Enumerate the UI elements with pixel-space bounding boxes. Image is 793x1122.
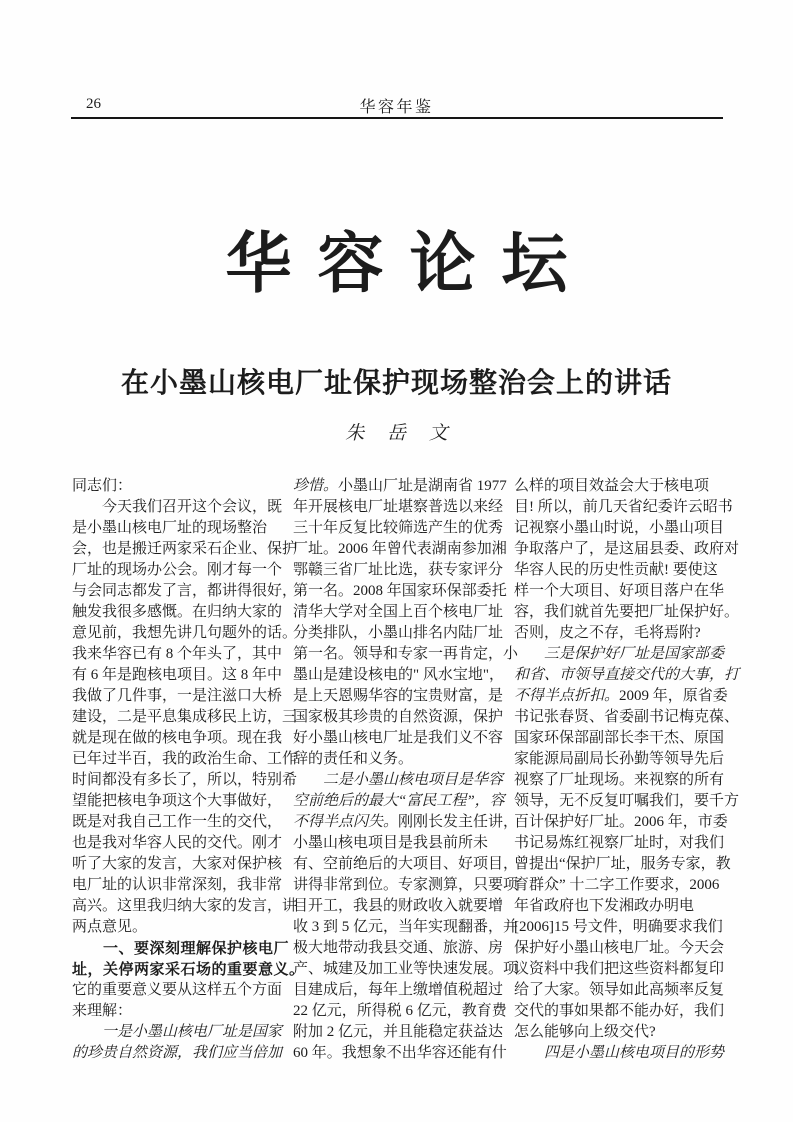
text-segment-normal: 辞的责任和义务。 — [293, 751, 414, 767]
text-line — [514, 980, 724, 1001]
text-segment-normal: [2006]15 号文件，明确要求我们 — [514, 919, 723, 935]
text-segment-normal: 记视察小墨山时说，小墨山项目 — [514, 520, 725, 536]
text-line — [514, 959, 724, 980]
text-line — [293, 623, 503, 644]
text-segment-normal: 两点意见。 — [72, 919, 148, 935]
text-segment-normal: 领导，无不反复叮嘱我们，要千方 — [514, 793, 740, 809]
text-line — [293, 644, 519, 665]
text-segment-normal: 书记易炼红视察厂址时，对我们 — [514, 835, 725, 851]
text-line — [514, 539, 740, 560]
text-segment-normal: 厂址。2006 年曾代表湖南参加湘 — [293, 541, 507, 557]
text-segment-normal: 时间都没有多长了，所以，特别希 — [72, 772, 298, 788]
text-segment-normal: 它的重要意义要从这样五个方面 — [72, 982, 283, 998]
text-segment-normal: 议资料中我们把这些资料都复印 — [514, 961, 725, 977]
text-line — [293, 686, 503, 707]
text-segment-normal: 建设，二是平息集成移民上访，三 — [72, 709, 298, 725]
text-segment-normal: 既是对我自己工作一生的交代， — [72, 814, 283, 830]
text-segment-bold: 一、要深刻理解保护核电厂 — [72, 940, 290, 957]
text-line — [72, 497, 282, 518]
text-line — [514, 896, 724, 917]
text-line — [293, 812, 519, 833]
section-title: 华容论坛 — [225, 228, 594, 301]
text-line — [514, 1043, 724, 1064]
text-line — [514, 749, 724, 770]
text-line — [293, 959, 519, 980]
text-segment-normal: 我做了几件事，一是注滋口大桥 — [72, 688, 283, 704]
text-line — [293, 980, 503, 1001]
text-segment-normal: 收 3 到 5 亿元，当年实现翻番，并 — [293, 919, 519, 935]
text-line — [72, 1001, 282, 1022]
text-segment-normal: 争取落户了，是这届县委、政府对 — [514, 541, 740, 557]
text-line — [514, 812, 728, 833]
text-segment-normal: 华容人民的历史性贡献! 要使这 — [514, 562, 718, 578]
text-line — [72, 749, 298, 770]
text-line — [72, 560, 282, 581]
text-segment-kaiti: 四是小墨山核电项目的形势 — [514, 1045, 725, 1061]
text-line — [514, 728, 724, 749]
text-segment-normal: 有 6 年是跑核电项目。这 8 年中 — [72, 667, 283, 683]
text-line — [72, 770, 298, 791]
text-line — [72, 539, 298, 560]
text-segment-normal: 今天我们召开这个会议，既 — [72, 499, 283, 515]
text-segment-normal: 我来华容已有 8 个年头了，其中 — [72, 646, 283, 662]
text-segment-normal: 分类排队，小墨山排名内陆厂址 — [293, 625, 504, 641]
text-segment-normal: 22 亿元，所得税 6 亿元，教育费 — [293, 1003, 507, 1019]
text-segment-normal: 意见前，我想先讲几句题外的话。 — [72, 625, 298, 641]
text-line — [514, 497, 733, 518]
text-segment-normal: 小墨山核电项目是我县前所未 — [293, 835, 489, 851]
text-line — [514, 665, 740, 686]
text-line — [293, 917, 519, 938]
text-line — [514, 581, 724, 602]
text-segment-normal: 是小墨山核电厂址的现场整治 — [72, 520, 268, 536]
text-line — [72, 728, 282, 749]
text-line — [514, 917, 724, 938]
text-line — [293, 1001, 507, 1022]
text-segment-normal: 听了大家的发言，大家对保护核 — [72, 856, 283, 872]
text-segment-normal: 鄂赣三省厂址比选，获专家评分 — [293, 562, 504, 578]
text-column-1 — [72, 476, 305, 1064]
text-line — [514, 518, 724, 539]
text-line — [293, 875, 519, 896]
text-segment-normal: 厂址的现场办公会。刚才每一个 — [72, 562, 283, 578]
text-line — [293, 938, 503, 959]
text-line — [293, 770, 503, 791]
text-segment-normal: 曾提出“保护厂址，服务专家，教 — [514, 856, 731, 872]
text-line — [293, 749, 503, 770]
text-line — [72, 833, 282, 854]
text-line — [514, 686, 728, 707]
text-segment-normal: 清华大学对全国上百个核电厂址 — [293, 604, 504, 620]
text-segment-normal: 目开工，我县的财政收入就要增 — [293, 898, 504, 914]
text-segment-normal: 书记张春贤、省委副书记梅克葆、 — [514, 709, 740, 725]
text-segment-normal: 同志们： — [72, 478, 133, 494]
text-line — [72, 644, 282, 665]
text-line — [293, 497, 503, 518]
text-segment-normal: 讲得非常到位。专家测算，只要项 — [293, 877, 519, 893]
text-line — [72, 623, 298, 644]
text-segment-normal: 会，也是搬迁两家采石企业、保护 — [72, 541, 298, 557]
text-segment-normal: 2009 年，原省委 — [619, 688, 728, 704]
text-line — [514, 938, 724, 959]
text-segment-normal: 目! 所以，前几天省纪委许云昭书 — [514, 499, 733, 515]
text-segment-normal: 有、空前绝后的大项目、好项目， — [293, 856, 519, 872]
text-segment-normal: 极大地带动我县交通、旅游、房 — [293, 940, 504, 956]
text-line — [72, 959, 305, 980]
text-line — [514, 1022, 724, 1043]
article-title: 在小墨山核电厂址保护现场整治会上的讲话 — [120, 367, 672, 398]
article-body — [72, 476, 740, 1064]
text-line — [72, 602, 282, 623]
text-line — [72, 875, 282, 896]
text-line — [72, 476, 282, 497]
text-segment-normal: 怎么能够向上级交代? — [514, 1024, 656, 1040]
text-line — [72, 812, 282, 833]
text-line — [293, 707, 503, 728]
text-line — [72, 917, 282, 938]
text-line — [72, 791, 282, 812]
text-line — [514, 875, 724, 896]
text-segment-kaiti: 不得半点闪失。 — [293, 814, 399, 830]
text-line — [293, 1043, 507, 1064]
page-number: 26 — [86, 96, 101, 112]
text-line — [293, 791, 503, 812]
text-segment-normal: 么样的项目效益会大于核电项 — [514, 478, 710, 494]
text-segment-normal: 产、城建及加工业等快速发展。项 — [293, 961, 519, 977]
text-segment-normal: 与会同志都发了言，都讲得很好， — [72, 583, 298, 599]
text-line — [72, 896, 298, 917]
text-segment-normal: 墨山是建设核电的" 风水宝地"， — [293, 667, 504, 683]
text-segment-normal: 家能源局副局长孙勤等领导先后 — [514, 751, 725, 767]
text-line — [293, 896, 503, 917]
text-segment-normal: 否则，皮之不存，毛将焉附? — [514, 625, 701, 641]
text-line — [514, 623, 724, 644]
text-segment-normal: 附加 2 亿元，并且能稳定获益达 — [293, 1024, 504, 1040]
text-segment-kaiti: 的珍贵自然资源，我们应当倍加 — [72, 1045, 283, 1061]
text-segment-normal: 育群众” 十二字工作要求，2006 — [514, 877, 720, 893]
text-segment-normal: 容，我们就首先要把厂址保护好。 — [514, 604, 740, 620]
text-segment-kaiti: 二是小墨山核电项目是华容 — [293, 772, 504, 788]
text-line — [293, 1022, 503, 1043]
header-rule — [71, 117, 723, 119]
text-segment-kaiti: 不得半点折扣。 — [514, 688, 620, 704]
text-segment-normal: 年省政府也下发湘政办明电 — [514, 898, 695, 914]
text-segment-normal: 电厂址的认识非常深刻，我非常 — [72, 877, 283, 893]
text-column-3 — [514, 476, 740, 1064]
text-segment-normal: 视察了厂址现场。来视察的所有 — [514, 772, 725, 788]
text-line — [293, 833, 503, 854]
text-line — [514, 560, 724, 581]
text-segment-normal: 三十年反复比较筛选产生的优秀 — [293, 520, 504, 536]
text-line — [293, 581, 507, 602]
text-segment-normal: 保护好小墨山核电厂址。今天会 — [514, 940, 725, 956]
text-line — [293, 602, 503, 623]
text-line — [514, 476, 724, 497]
text-segment-normal: 第一名。2008 年国家环保部委托 — [293, 583, 507, 599]
text-segment-normal: 交代的事如果都不能办好，我们 — [514, 1003, 725, 1019]
text-line — [514, 1001, 724, 1022]
text-line — [72, 686, 282, 707]
text-segment-normal: 第一名。领导和专家一再肯定，小 — [293, 646, 519, 662]
text-segment-normal: 望能把核电争项这个大事做好， — [72, 793, 283, 809]
text-segment-bold: 址，关停两家采石场的重要意义。 — [72, 961, 305, 978]
text-line — [72, 581, 298, 602]
running-head — [72, 94, 721, 116]
text-segment-normal: 就是现在做的核电争项。现在我 — [72, 730, 283, 746]
text-line — [72, 938, 290, 959]
text-line — [72, 1043, 282, 1064]
text-line — [293, 476, 507, 497]
text-column-2 — [293, 476, 519, 1064]
text-segment-normal: 60 年。我想象不出华容还能有什 — [293, 1045, 507, 1061]
text-segment-normal: 国家极其珍贵的自然资源，保护 — [293, 709, 504, 725]
text-segment-normal: 也是我对华容人民的交代。刚才 — [72, 835, 283, 851]
text-segment-normal: 目建成后，每年上缴增值税超过 — [293, 982, 504, 998]
text-line — [72, 854, 282, 875]
text-line — [514, 644, 724, 665]
text-segment-kaiti: 珍惜。 — [293, 478, 339, 494]
text-segment-normal: 好小墨山核电厂址是我们义不容 — [293, 730, 504, 746]
text-segment-normal: 触发我很多感慨。在归纳大家的 — [72, 604, 283, 620]
text-segment-normal: 已年过半百，我的政治生命、工作 — [72, 751, 298, 767]
text-line — [293, 539, 507, 560]
text-line — [514, 854, 731, 875]
text-line — [514, 602, 740, 623]
text-segment-kaiti: 三是保护好厂址是国家部委 — [514, 646, 725, 662]
text-line — [72, 665, 282, 686]
text-segment-kaiti: 空前绝后的最大“富民工程”，容 — [293, 793, 505, 809]
text-line — [72, 707, 298, 728]
text-line — [293, 728, 503, 749]
text-segment-normal: 小墨山厂址是湖南省 1977 — [338, 478, 507, 494]
text-segment-kaiti: 一是小墨山核电厂址是国家 — [72, 1024, 283, 1040]
text-segment-normal: 高兴。这里我归纳大家的发言，讲 — [72, 898, 298, 914]
text-segment-normal: 国家环保部副部长李干杰、原国 — [514, 730, 725, 746]
text-line — [514, 770, 724, 791]
text-line — [514, 791, 740, 812]
text-line — [72, 518, 282, 539]
text-line — [293, 665, 503, 686]
text-segment-normal: 给了大家。领导如此高频率反复 — [514, 982, 725, 998]
text-segment-normal: 刚刚长发主任讲， — [398, 814, 519, 830]
running-head-title: 华容年鉴 — [359, 99, 434, 116]
text-segment-normal: 样一个大项目、好项目落户在华 — [514, 583, 725, 599]
text-segment-normal: 是上天恩赐华容的宝贵财富，是 — [293, 688, 504, 704]
text-segment-normal: 百计保护好厂址。2006 年，市委 — [514, 814, 728, 830]
text-segment-normal: 来理解： — [72, 1003, 133, 1019]
article-author: 朱 岳 文 — [345, 423, 457, 444]
text-line — [293, 854, 519, 875]
text-line — [514, 707, 740, 728]
text-segment-kaiti: 和省、市领导直接交代的大事，打 — [514, 667, 740, 683]
text-segment-normal: 年开展核电厂址堪察普选以来经 — [293, 499, 504, 515]
text-line — [72, 1022, 282, 1043]
text-line — [72, 980, 282, 1001]
text-line — [293, 518, 503, 539]
text-line — [514, 833, 724, 854]
text-line — [293, 560, 503, 581]
